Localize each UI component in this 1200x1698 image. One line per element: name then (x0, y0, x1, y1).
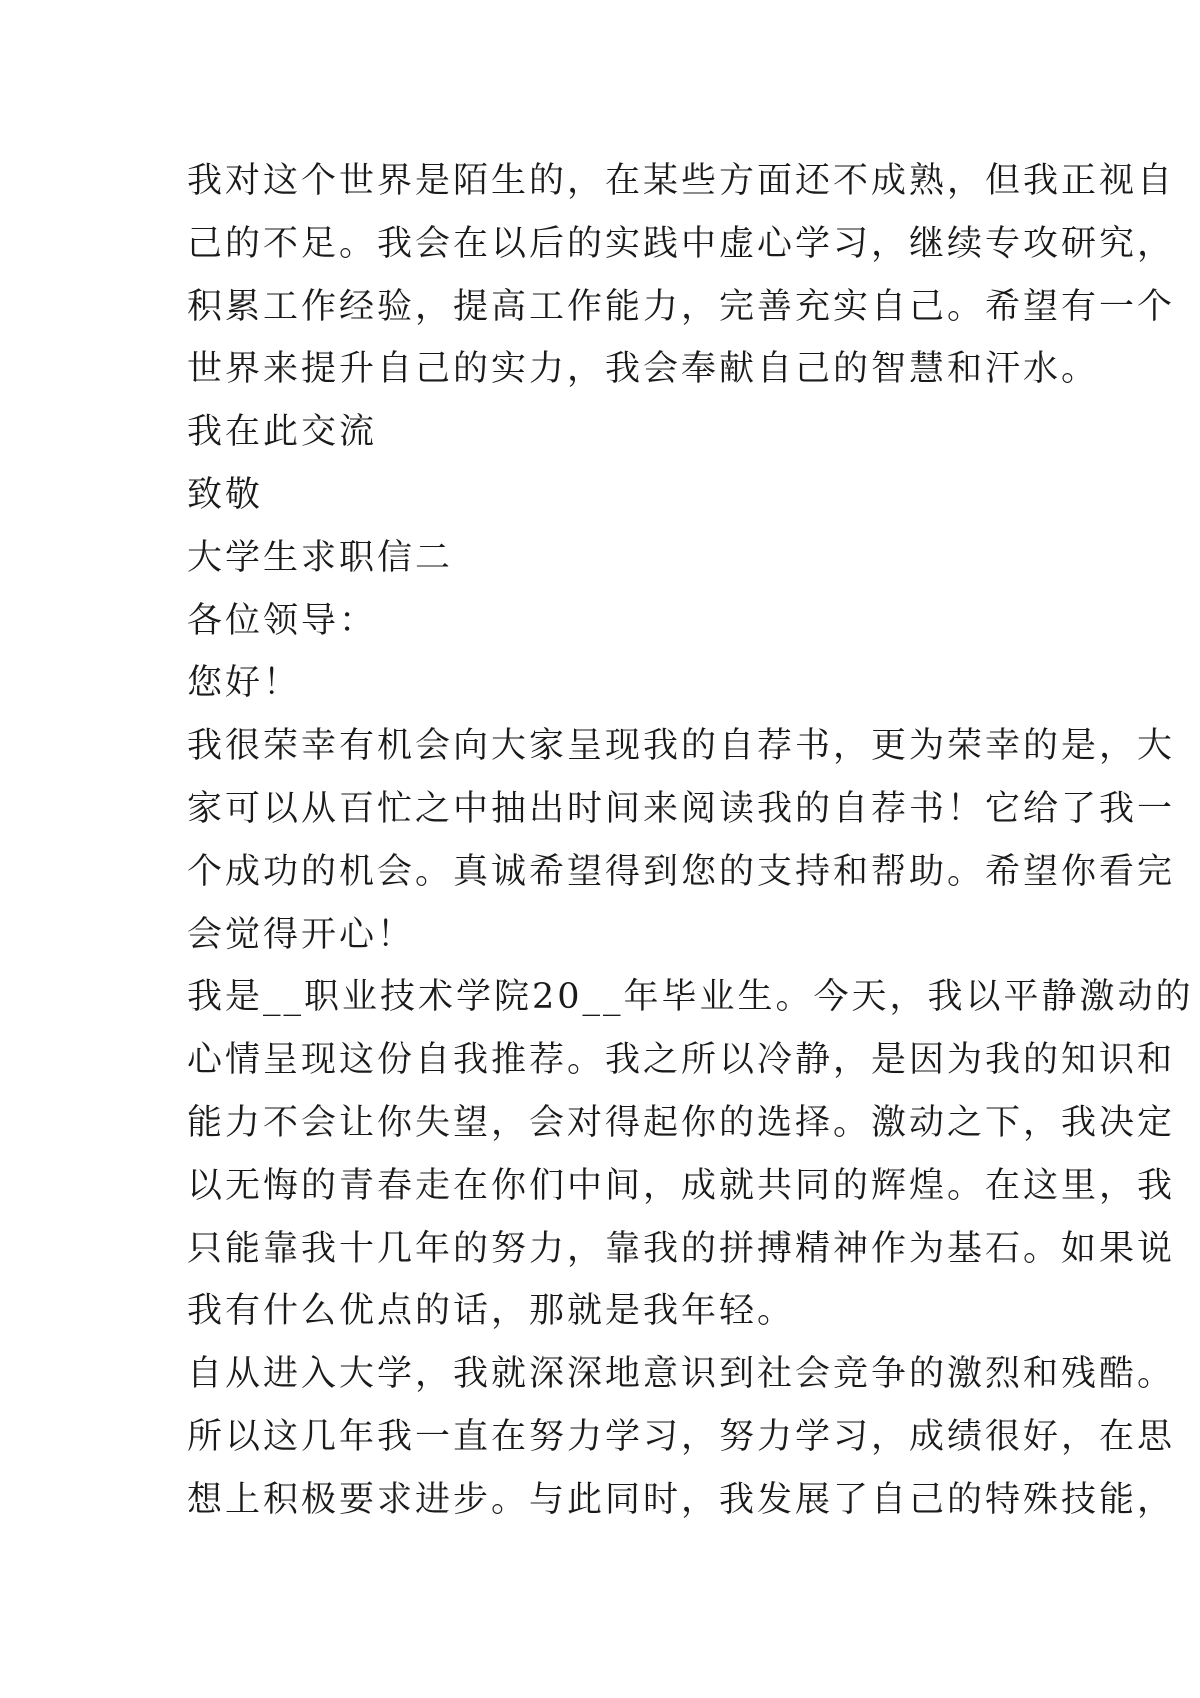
text-line: 以无悔的青春走在你们中间，成就共同的辉煌。在这里，我 (187, 1165, 1176, 1206)
text-line: 自从进入大学，我就深深地意识到社会竞争的激烈和残酷。 (187, 1354, 1176, 1395)
text-line: 家可以从百忙之中抽出时间来阅读我的自荐书！它给了我一 (187, 788, 1176, 829)
text-line: 所以这几年我一直在努力学习，努力学习，成绩很好，在思 (187, 1416, 1176, 1457)
text-line: 我很荣幸有机会向大家呈现我的自荐书，更为荣幸的是，大 (187, 726, 1176, 767)
text-line: 积累工作经验，提高工作能力，完善充实自己。希望有一个 (187, 286, 1176, 327)
document-body (187, 150, 1194, 1532)
text-line: 能力不会让你失望，会对得起你的选择。激动之下，我决定 (187, 1102, 1176, 1143)
text-line: 我是__职业技术学院20__年毕业生。今天，我以平静激动的 (187, 977, 1194, 1018)
text-line: 心情呈现这份自我推荐。我之所以冷静，是因为我的知识和 (187, 1040, 1176, 1081)
text-line: 我有什么优点的话，那就是我年轻。 (187, 1291, 796, 1332)
greeting-addressee: 各位领导： (187, 600, 378, 641)
greeting: 您好！ (187, 663, 302, 704)
text-line: 世界来提升自己的实力，我会奉献自己的智慧和汗水。 (187, 349, 1100, 390)
text-line: 只能靠我十几年的努力，靠我的拼搏精神作为基石。如果说 (187, 1228, 1176, 1269)
salutation-close: 致敬 (187, 474, 264, 515)
closing-line: 我在此交流 (187, 412, 378, 453)
text-line: 己的不足。我会在以后的实践中虚心学习，继续专攻研究， (187, 223, 1176, 264)
section-heading: 大学生求职信二 (187, 537, 454, 578)
text-line: 个成功的机会。真诚希望得到您的支持和帮助。希望你看完 (187, 851, 1176, 892)
text-line: 会觉得开心！ (187, 914, 416, 955)
text-line: 我对这个世界是陌生的，在某些方面还不成熟，但我正视自 (187, 161, 1176, 201)
text-line: 想上积极要求进步。与此同时，我发展了自己的特殊技能， (187, 1479, 1176, 1520)
